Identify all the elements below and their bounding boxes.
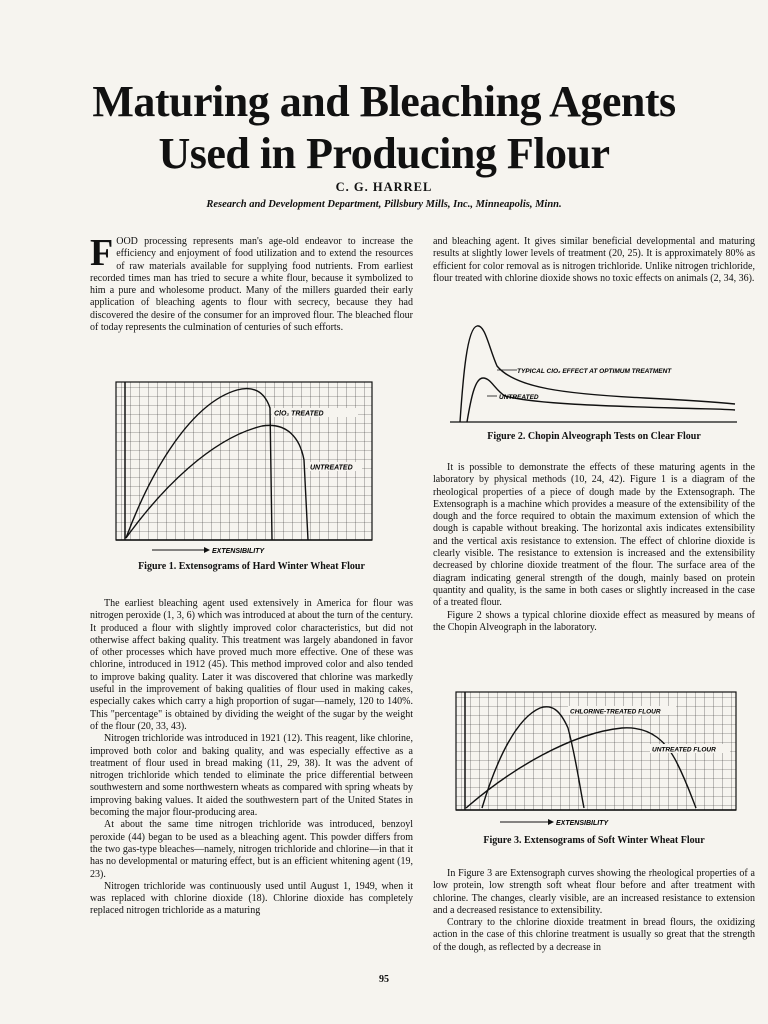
right-top bbox=[433, 236, 755, 285]
figure-1-caption: Figure 1. Extensograms of Hard Winter Wheat Flour bbox=[138, 561, 365, 572]
paragraph-nitrogen-peroxide: The earliest bleaching agent used extensively in America for flour was nitrogen peroxide (1, 3, 6) which was introduced at about the turn of the century. It produced a flour with slightly improved color characteristics, but did not otherwise affect baking quality. This treatment was largely abandoned in favor of other processes which have proved much more effective. One of these was chlorine, introduced in 1912 (45). This method improved color and also tended to improve baking quality. Later it was discovered that chlorine was markedly useful in the improvement of baking qualities of flour used in making cakes, especially cakes which carry a high proportion of sugar—namely, 120 to 140%. This "percentage" is obtained by dividing the weight of the sugar by the weight of the flour (20, 33, 43). bbox=[90, 598, 413, 732]
paragraph-benzoyl-peroxide: At about the same time nitrogen trichloride was introduced, benzoyl peroxide (44) began to be used as a bleaching agent. This powder differs from the two gas-type bleaches—namely, nitrogen trichloride and chlorine—in that it has no developmental or maturing effect, but is an efficient whitening agent (19, 23). bbox=[90, 819, 413, 880]
figure-2-caption: Figure 2. Chopin Alveograph Tests on Clear Flour bbox=[487, 431, 701, 442]
author: C. G. HARREL bbox=[335, 180, 433, 194]
paragraph-continued: and bleaching agent. It gives similar beneficial developmental and maturing results at slightly lower levels of treatment (20, 25). It is approximately 80% as efficient for color removal as is nitrogen trichloride. Unlike nitrogen trichloride, flour treated with chlorine dioxide shows no toxic effects on animals (2, 34, 36). bbox=[433, 236, 755, 284]
paragraph-figure-2: Figure 2 shows a typical chlorine dioxide effect as measured by means of the Chopin Alveograph in the laboratory. bbox=[433, 609, 755, 633]
drop-cap: F bbox=[90, 232, 114, 274]
paragraph-chlorine-dioxide: Nitrogen trichloride was continuously used until August 1, 1949, when it was replaced with chlorine dioxide (18). Chlorine dioxide has completely replaced nitrogen trichloride as a maturing bbox=[90, 880, 413, 917]
page-number: 95 bbox=[379, 974, 389, 985]
fig1-label-untreated: UNTREATED bbox=[310, 464, 353, 472]
left-body bbox=[90, 598, 413, 918]
fig3-label-treated: CHLORINE-TREATED FLOUR bbox=[570, 708, 661, 716]
figure-3 bbox=[452, 688, 742, 830]
fig2-label-untreated: UNTREATED bbox=[499, 394, 539, 401]
fig1-grid bbox=[116, 382, 372, 540]
right-bottom bbox=[433, 868, 755, 954]
affiliation: Research and Development Department, Pillsbury Mills, Inc., Minneapolis, Minn. bbox=[206, 199, 562, 210]
figure-2 bbox=[445, 318, 745, 428]
paragraph-nitrogen-trichloride: Nitrogen trichloride was introduced in 1921 (12). This reagent, like chlorine, improved both color and baking quality, and was especially effective as a treatment of flour used in bread making (11, 29, 38). It was the advent of nitrogen trichloride which tended to eliminate the price differential between southwestern and some northwestern wheats as compared with spring wheats by improving baking values. It aided the southwestern part of the United States in becoming the major flour-producing area. bbox=[90, 733, 413, 819]
fig3-arrowhead bbox=[548, 819, 554, 825]
paragraph-chlorine-treatment: Contrary to the chlorine dioxide treatment in bread flours, the oxidizing action in the case of this chlorine treatment is usually so great that the strength of the dough, as reflected by a decrease in bbox=[433, 917, 755, 953]
figure-3-caption: Figure 3. Extensograms of Soft Winter Wheat Flour bbox=[483, 835, 705, 846]
intro-paragraph bbox=[90, 232, 413, 334]
right-middle bbox=[433, 462, 755, 634]
article-title bbox=[0, 76, 768, 180]
fig1-arrowhead bbox=[204, 547, 210, 553]
fig1-label-treated: ClO₂ TREATED bbox=[274, 410, 324, 418]
title-line-2: Used in Producing Flour bbox=[158, 129, 610, 178]
fig1-xlabel: EXTENSIBILITY bbox=[212, 548, 265, 555]
title-line-1: Maturing and Bleaching Agents bbox=[92, 77, 676, 126]
fig3-label-untreated: UNTREATED FLOUR bbox=[652, 746, 716, 754]
intro-text: OOD processing represents man's age-old endeavor to increase the efficiency and enjoyment of food utilization and to extend the resources of raw materials available for supplying food nutrients. From earliest recorded times man has tried to secure a white flour, because it symbolized to him a pure and wholesome product. Many of the millers guarded their early application of bleaching agents to flour with secrecy, because they had discovered the desire of the consumer for an improved flour. The bleached flour of today represents the culmination of centuries of such efforts. bbox=[90, 236, 413, 334]
fig2-label-treated: TYPICAL ClO₂ EFFECT AT OPTIMUM TREATMENT bbox=[517, 368, 672, 375]
figure-1 bbox=[112, 378, 382, 558]
fig3-xlabel: EXTENSIBILITY bbox=[556, 820, 609, 827]
paragraph-figure-3: In Figure 3 are Extensograph curves showing the rheological properties of a low protein, low strength soft wheat flour before and after treatment with chlorine. The changes, clearly visible, are an increased resistance to extension and a decreased resistance to extensibility. bbox=[433, 868, 755, 916]
paragraph-extensograph: It is possible to demonstrate the effects of these maturing agents in the laboratory by physical methods (10, 24, 42). Figure 1 is a diagram of the rheological properties of a piece of dough made by the Extensograph. The Extensograph is a machine which provides a measure of the extensibility of the dough and the force required to obtain the maximum extension of which the dough is capable without breaking. The horizontal axis indicates extensibility and the vertical axis resistance to extension. The effect of chlorine dioxide is clearly visible. The resistance to extension is increased and the extensibility decreased by chlorine dioxide treatment of the flour. The surface area of the diagram indicating general strength of the dough, mainly based on protein quantity and quality, is the same in both cases or slightly increased in the case of a treated flour. bbox=[433, 462, 755, 609]
